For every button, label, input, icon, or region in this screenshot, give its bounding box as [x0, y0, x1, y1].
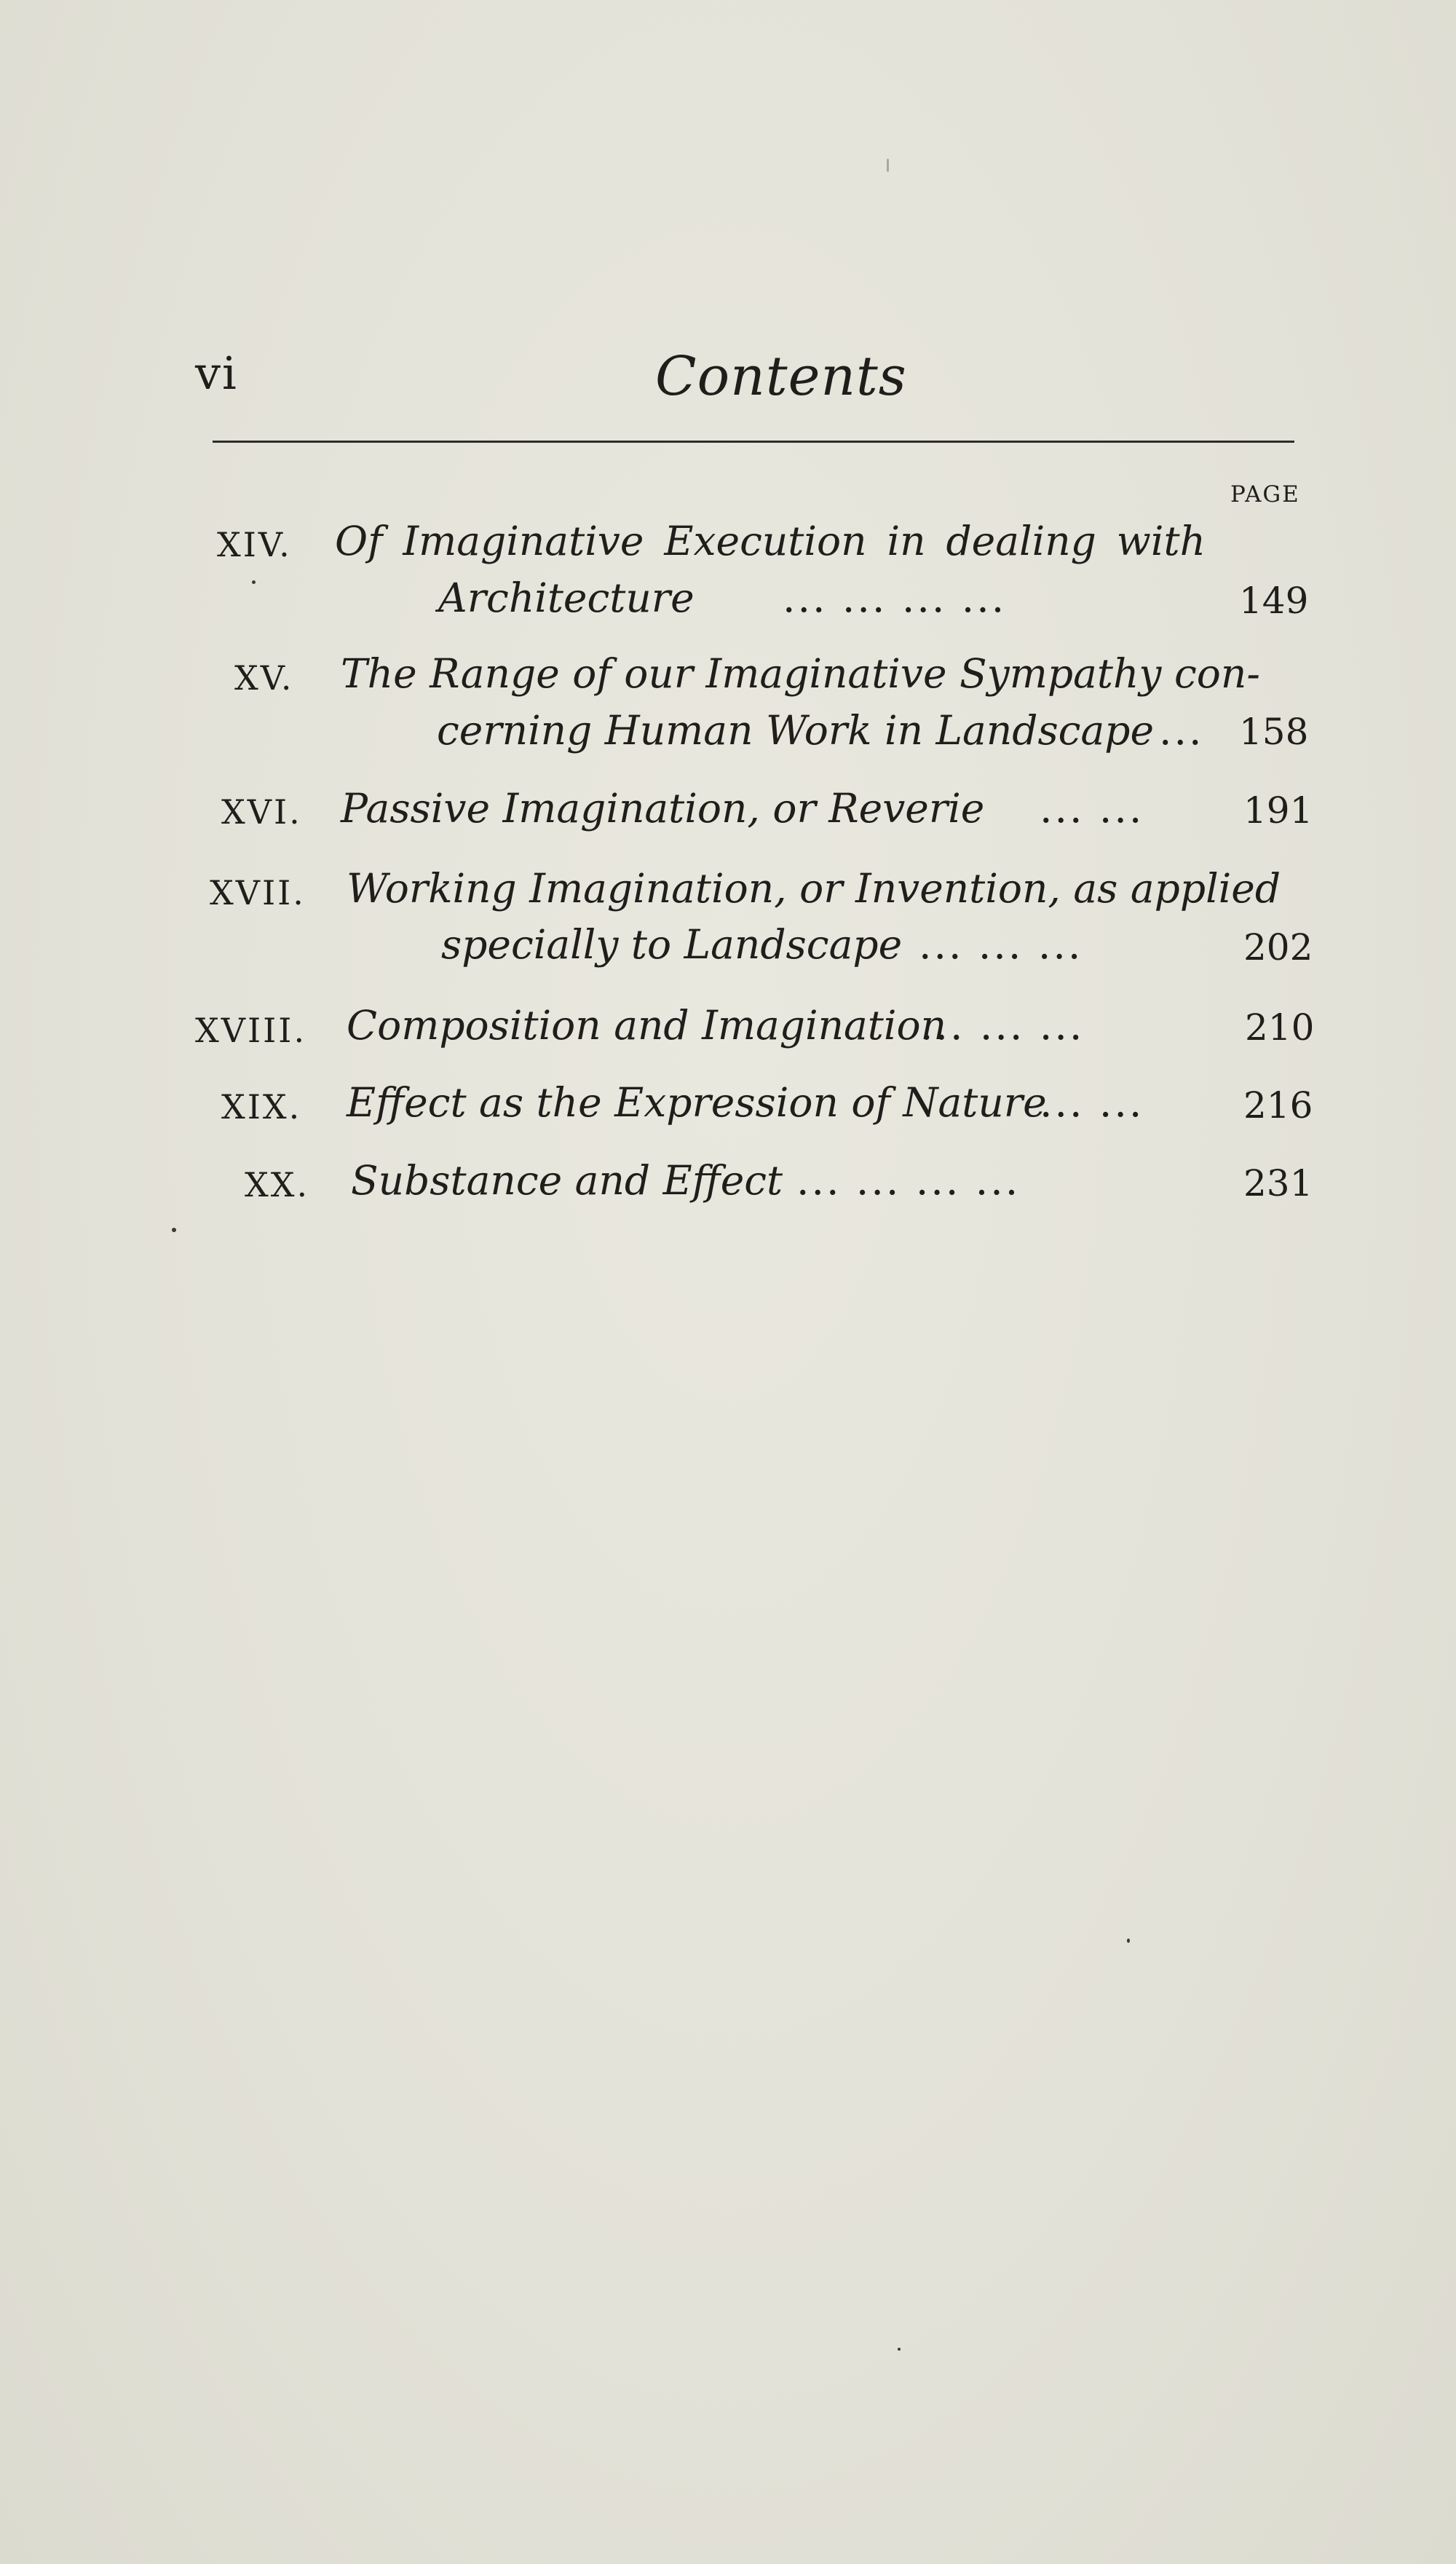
page-column-label: PAGE [1230, 481, 1300, 508]
chapter-title-line: Of Imaginative Execution in dealing with [335, 518, 1206, 564]
chapter-numeral: XX. [245, 1165, 310, 1204]
header-rule [213, 441, 1294, 443]
chapter-title-line: Composition and Imagination [347, 1002, 947, 1049]
dot-leader: ... ... ... ... [796, 1157, 1021, 1204]
running-head-title: Contents [655, 345, 907, 408]
chapter-title-line: Architecture [438, 575, 695, 621]
dot-leader: ... ... ... ... [783, 575, 1007, 621]
chapter-numeral: XIV. [217, 525, 292, 564]
chapter-page-number: 149 [1239, 580, 1309, 622]
chapter-page-number: 210 [1245, 1006, 1315, 1049]
chapter-numeral: XVIII. [195, 1011, 307, 1050]
dot-leader: ... ... ... [919, 921, 1083, 968]
page-number: vi [195, 347, 238, 400]
chapter-title-line: specially to Landscape [441, 921, 903, 968]
chapter-numeral: XIX. [221, 1087, 302, 1127]
chapter-title-line: Substance and Effect [351, 1157, 783, 1204]
chapter-title-line: The Range of our Imaginative Sympathy con- [341, 650, 1260, 697]
chapter-title-continuation [438, 575, 695, 621]
chapter-page-number: 158 [1239, 711, 1309, 753]
dot-leader: ... ... [1040, 785, 1144, 832]
chapter-numeral: XVII. [210, 873, 306, 912]
dot-leader: ... ... ... [920, 1002, 1085, 1049]
chapter-title-line: Effect as the Expression of Nature [347, 1079, 1047, 1126]
paper-speck [887, 159, 889, 172]
chapter-page-number: 216 [1243, 1084, 1313, 1127]
paper-speck [1127, 1938, 1130, 1943]
chapter-title-line: Working Imagination, or Invention, as applied [347, 865, 1281, 912]
chapter-page-number: 191 [1243, 789, 1313, 832]
paper-speck [898, 2348, 901, 2351]
paper-speck [172, 1228, 176, 1232]
chapter-title-line: cerning Human Work in Landscape [437, 707, 1155, 754]
dot-leader: ... [1159, 707, 1204, 754]
dot-leader: ... ... [1040, 1079, 1144, 1126]
paper-speck [252, 580, 256, 584]
chapter-title-line: Passive Imagination, or Reverie [341, 785, 985, 832]
chapter-numeral: XVI. [221, 792, 302, 832]
chapter-page-number: 231 [1243, 1162, 1313, 1204]
chapter-numeral: XV. [234, 658, 294, 698]
chapter-page-number: 202 [1243, 926, 1313, 969]
